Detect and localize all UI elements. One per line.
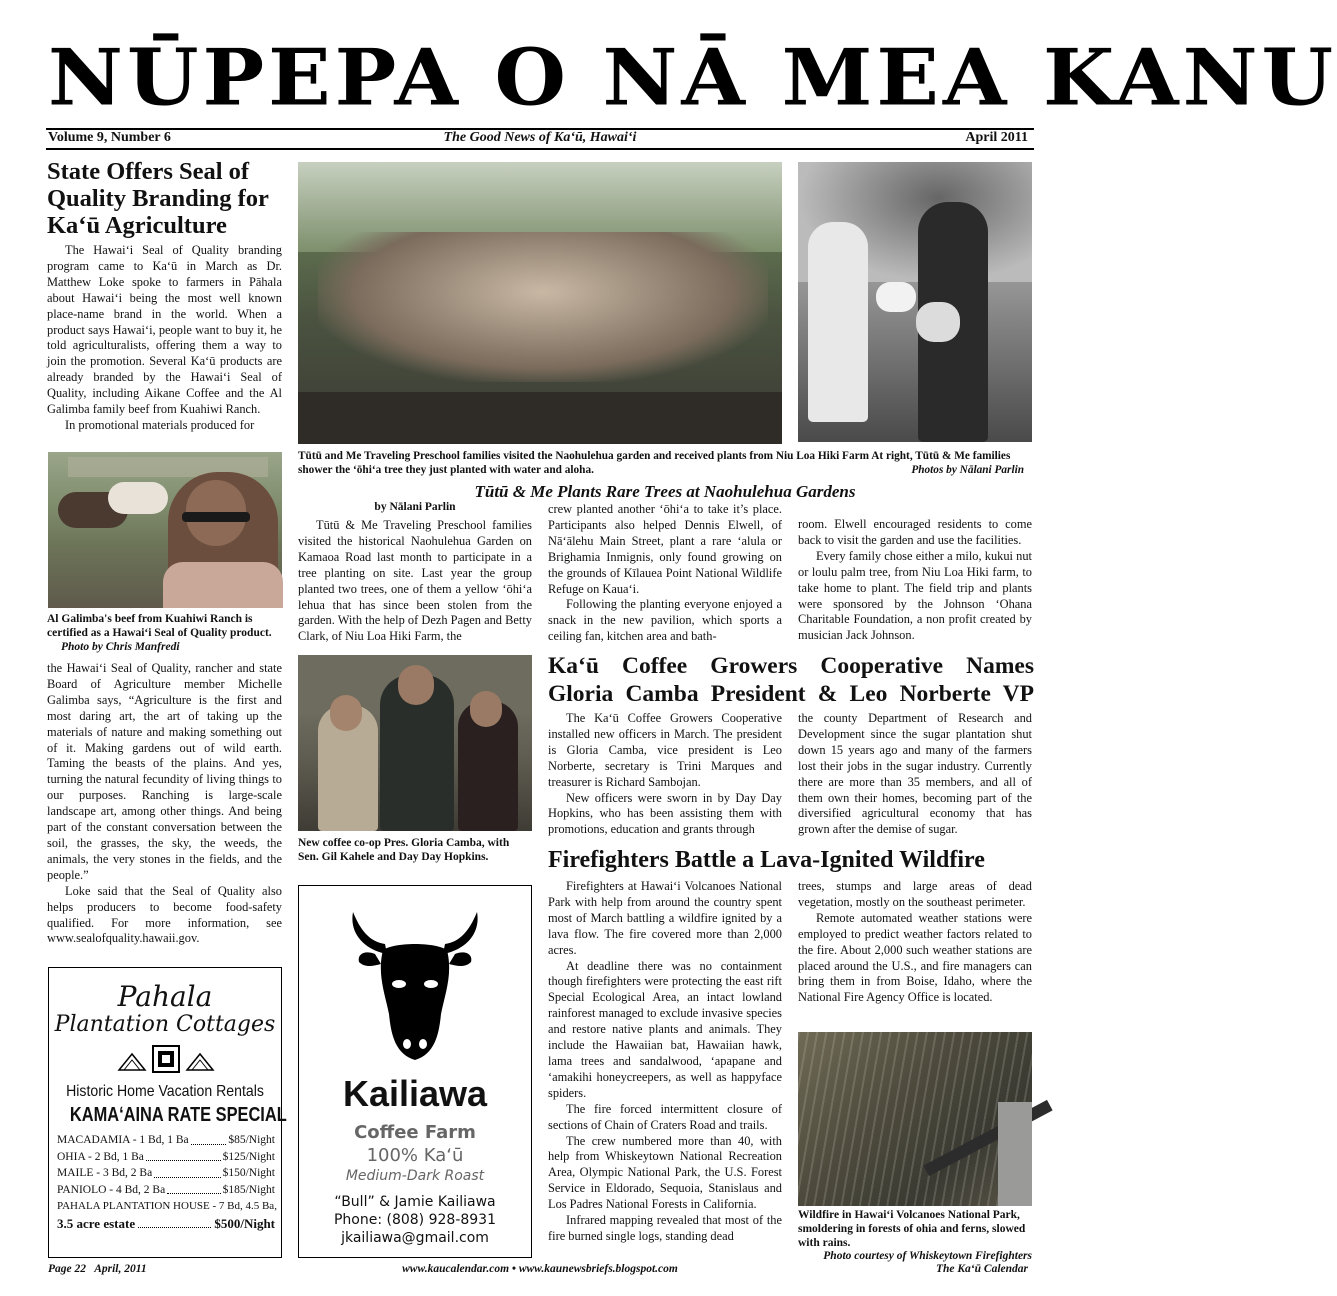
footer-websites[interactable]: www.kaucalendar.com • www.kaunewsbriefs.blogspot.com: [402, 1263, 678, 1275]
article4-col1: [548, 879, 782, 1245]
article4-paragraph: Remote automated weather stations were employed to predict weather factors related to the fire. About 2,000 such weather stations are placed around the U.S., and fire managers can bring them in from Boise, Idaho, where the National Fire Agency Office is located.: [798, 910, 1032, 1005]
house-price: $500/Night: [214, 1215, 275, 1231]
article2-paragraph: Every family chose either a milo, kukui nut or loulu palm tree, from Niu Loa Hiki farm, to take home to plant. The field trip and plants were sponsored by the Johnson ʻOhana Charitable Foundation, a non profit created by musician Jack Johnson.: [798, 548, 1032, 643]
article2-paragraph: room. Elwell encouraged residents to come back to visit the garden and use the facilities.: [798, 517, 1032, 547]
ornament-icon: [49, 1042, 283, 1078]
rate-price: $150/Night: [222, 1167, 275, 1179]
rate-label: OHIA - 2 Bd, 1 Ba: [57, 1150, 144, 1163]
article1-photo-caption: [47, 612, 282, 654]
tagline: The Good News of Kaʻū, Hawaiʻi: [443, 130, 637, 145]
article4-paragraph: Firefighters at Hawaiʻi Volcanoes National Park with help from around the country spent most of March battling a wildfire ignited by a lava flow. The fire covered more than 2,000 acres.: [548, 879, 782, 957]
article3-col1: [548, 711, 782, 838]
article3-headline: Kaʻū Coffee Growers Cooperative Names Gloria Camba President & Leo Norberte VP: [548, 653, 1034, 707]
wildfire-caption: Wildfire in Hawaiʻi Volcanoes National Park, smoldering in forests of ohia and ferns, slowed with rains.: [798, 1209, 1026, 1249]
issue-date: April 2011: [965, 130, 1028, 145]
wildfire-photo: [798, 1032, 1032, 1206]
coffee-coop-photo: [298, 655, 532, 831]
rate-row: [57, 1165, 275, 1182]
kailiawa-ad: [298, 885, 532, 1258]
pahala-cottages-ad: [48, 967, 287, 1258]
top-photos-caption: [298, 449, 1032, 477]
ad-kailiawa-phone: Phone: (808) 928-8931: [333, 1212, 497, 1228]
rate-label: MAILE - 3 Bd, 2 Ba: [57, 1167, 153, 1179]
rate-label: MACADAMIA - 1 Bd, 1 Ba: [57, 1134, 189, 1146]
rate-price: $125/Night: [222, 1150, 275, 1163]
article4-paragraph: trees, stumps and large areas of dead vegetation, mostly on the southeast perimeter.: [798, 879, 1032, 909]
article1-photo-caption-text: Al Galimba's beef from Kuahiwi Ranch is certified as a Hawaiʻi Seal of Quality product.: [47, 613, 272, 639]
ad-pahala-name-2: Plantation Cottages: [54, 1012, 276, 1037]
house-row: [57, 1215, 275, 1233]
ad-pahala-name: Pahala: [117, 980, 213, 1013]
rate-label: PANIOLO - 4 Bd, 2 Ba: [57, 1183, 166, 1196]
article2-headline: Tūtū & Me Plants Rare Trees at Naohulehua Gardens: [474, 482, 856, 501]
rate-row: [57, 1149, 275, 1166]
ad-pahala-subtitle: Historic Home Vacation Rentals: [66, 1083, 264, 1100]
house-line: PAHALA PLANTATION HOUSE - 7 Bd, 4.5 Ba,: [57, 1200, 277, 1212]
top-photos-credit: Photos by Nālani Parlin: [911, 464, 1024, 476]
ad-kailiawa-owners: “Bull” & Jamie Kailiawa: [334, 1194, 496, 1210]
rate-row: [57, 1182, 275, 1199]
article2-col3: [798, 517, 1032, 644]
rate-price: $85/Night: [228, 1134, 275, 1146]
group-photo: [298, 162, 782, 444]
article1-paragraph: Loke said that the Seal of Quality also helps producers to become food-safety qualified. For more information, see www.sealofquality.hawaii.gov.: [47, 883, 282, 946]
article2-col2: [548, 502, 782, 645]
issue-rule: [46, 148, 1034, 150]
ad-kailiawa-origin: 100% Kaʻū: [366, 1145, 464, 1166]
article4-headline: Firefighters Battle a Lava-Ignited Wildfire: [548, 847, 985, 873]
rate-row: [57, 1132, 275, 1149]
article2-paragraph: Tūtū & Me Traveling Preschool families visited the historical Naohulehua Garden on Kamaoa Road last month to participate in a tree planting on site. Last year the group planted two trees, one of them a yellow ʻōhiʻa lehua that has since been stolen from the garden. With the help of Dezh Pagen and Betty Clark, of Niu Loa Hiki Farm, the: [298, 518, 532, 644]
ad-pahala-rates: [49, 1128, 281, 1233]
rate-price: $185/Night: [222, 1183, 275, 1196]
article2-paragraph: crew planted another ʻōhiʻa to take it’s place. Participants also helped Dennis Elwell, of Nāʻālehu Main Street, plant a rare ʻalula or Brighamia Inmignis, only found growing on the grounds of Kīlauea Point National Wildlife Refuge on Kauaʻi.: [548, 502, 782, 596]
article3-paragraph: the county Department of Research and Development since the sugar plantation shut down 15 years ago and many of the farmers lost their jobs in the sugar industry. Currently there are more than 35 members, and all of them own their homes, becoming part of the diversified agricultural economy that has grown after the demise of sugar.: [798, 711, 1032, 837]
article1-paragraph: In promotional materials produced for: [65, 417, 255, 432]
article1-text-top: [47, 243, 282, 434]
ad-kailiawa-email[interactable]: jkailiawa@gmail.com: [341, 1230, 489, 1246]
ad-kailiawa-farm: Coffee Farm: [354, 1122, 476, 1143]
top-photos-caption-text: Tūtū and Me Traveling Preschool families visited the Naohulehua garden and received plants from Niu Loa Hiki Farm At right, Tūtū & Me families shower the ʻōhiʻa tree they just planted with water and aloha.: [298, 450, 1011, 476]
house-estate: 3.5 acre estate: [57, 1215, 136, 1231]
cattle-photo: [48, 452, 282, 608]
footer-page-number: Page 22: [48, 1263, 87, 1275]
ornament: [49, 1042, 281, 1080]
article1-headline: State Offers Seal of Quality Branding for Kaʻū Agriculture: [47, 158, 269, 239]
article4-paragraph: The fire forced intermittent closure of sections of Chain of Craters Road and trails.: [548, 1101, 782, 1132]
article4-paragraph: At deadline there was no containment though firefighters were protecting the east rift Special Ecological Area, an intact lowland rainforest managed to exclude invasive species and restore native plants and animals. They include the Hawaiian bat, Hawaiian hawk, lama trees and sandalwood, ʻapapane and ʻamakihi honeycreepers, as well as happyface spiders.: [548, 958, 782, 1100]
article2-col1: [298, 518, 532, 645]
article1-text-bottom: [47, 661, 282, 947]
article2-byline: by Nālani Parlin: [374, 501, 456, 513]
article1-paragraph: the Hawaiʻi Seal of Quality, rancher and state Board of Agriculture member Michelle Galimba says, “Agriculture is the first and most daring art, the art of taking up the materials of nature and making something out of it. Making gardens out of wild earth. Taming the beasts of the plains. And yes, turning the natural fecundity of living things to our purposes. Ranching is large-scale landscape art, among other things. And being part of the constant conversation between the soil, the grasses, the sky, the weeds, the animals, the very stones in the fields, and the people.”: [47, 661, 282, 882]
article3-paragraph: The Kaʻū Coffee Growers Cooperative installed new officers in March. The president is Gloria Camba, vice president is Leo Norberte, secretary is Trini Marques and treasurer is Richard Sambojan.: [548, 711, 782, 789]
footer-date: April, 2011: [94, 1263, 147, 1275]
footer-page: [48, 1263, 147, 1275]
ad-kailiawa-roast: Medium-Dark Roast: [345, 1168, 485, 1184]
footer-publication: The Kaʻū Calendar: [935, 1263, 1028, 1275]
wildfire-credit: Photo courtesy of Whiskeytown Firefighters: [823, 1250, 1032, 1262]
article4-col2: [798, 879, 1032, 1006]
article3-col2: [798, 711, 1032, 838]
article2-paragraph: Following the planting everyone enjoyed a snack in the new pavilion, which sports a ceiling fan, kitchen area and bath-: [548, 597, 782, 644]
bull-head-icon: [345, 904, 485, 1064]
article1-paragraph: The Hawaiʻi Seal of Quality branding program came to Kaʻū in March as Dr. Matthew Loke spoke to farmers in Pāhala about Hawaiʻi being the most well known place-name brand in the world. When a product says Hawaiʻi, people want to buy it, he told agriculturalists, offering them a way to join the promotion. Several Kaʻū products are already branded by the Hawaiʻi Seal of Quality, including Aikane Coffee and the Al Galimba family beef from Kuahiwi Ranch.: [47, 243, 282, 417]
ad-kailiawa-name: Kailiawa: [342, 1073, 488, 1114]
article4-paragraph: The crew numbered more than 40, with help from Whiskeytown National Recreation Area, Olympic National Park, the U.S. Forest Service in Eldorado, Sequoia, Stanislaus and Los Padres National Forests in California.: [548, 1133, 782, 1212]
masthead-title: NŪPEPA O NĀ MEA KANU: [48, 32, 1337, 124]
article1-photo-credit: Photo by Chris Manfredi: [61, 641, 180, 653]
watering-photo: [798, 162, 1032, 442]
issue-bar: [46, 130, 1034, 148]
coffee-coop-caption: New coffee co-op Pres. Gloria Camba, with Sen. Gil Kahele and Day Day Hopkins.: [298, 837, 510, 863]
ad-pahala-special: KAMAʻAINA RATE SPECIAL: [69, 1104, 287, 1126]
volume-number: Volume 9, Number 6: [48, 130, 171, 145]
article3-paragraph: New officers were sworn in by Day Day Hopkins, who has been assisting them with promotions, education and grants through: [548, 790, 782, 837]
article4-paragraph: Infrared mapping revealed that most of the fire burned single logs, standing dead: [548, 1213, 782, 1243]
